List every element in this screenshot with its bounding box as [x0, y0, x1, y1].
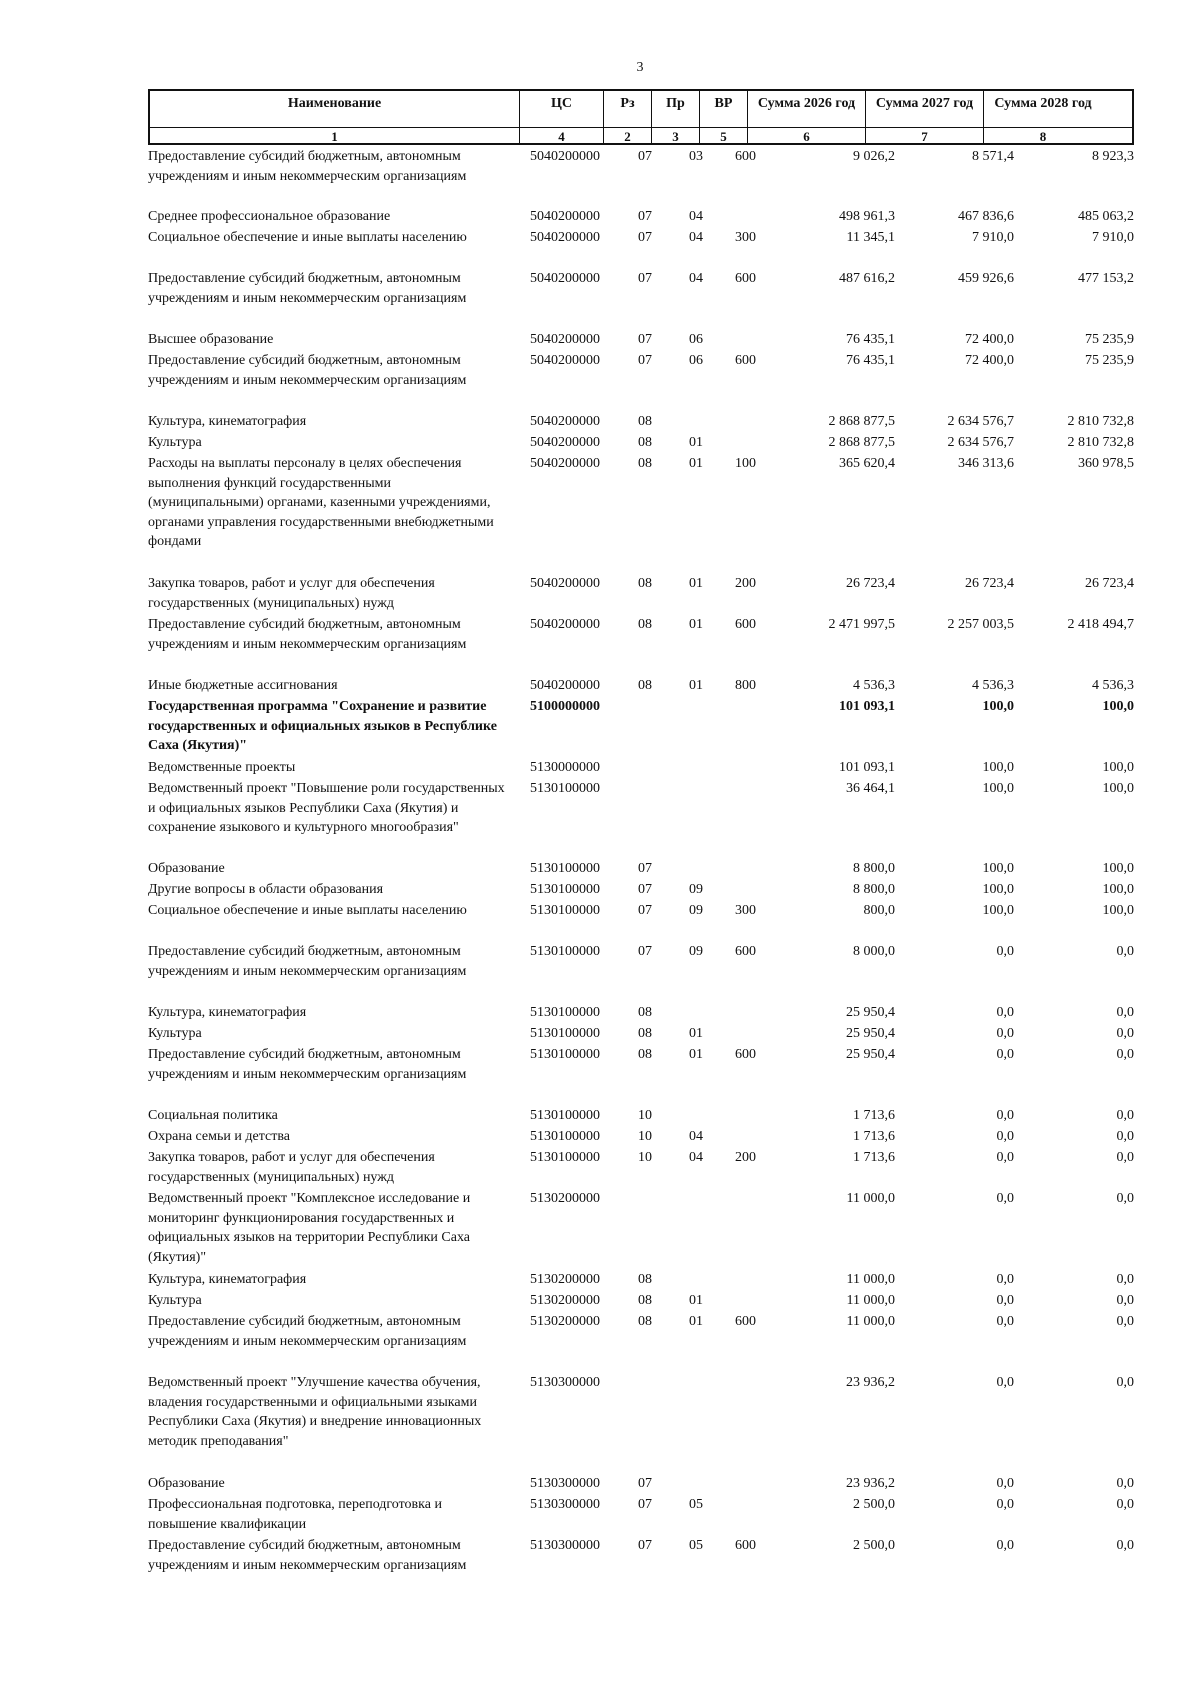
cell-s1: 101 093,1 — [839, 699, 895, 714]
cell-name: Культура, кинематография — [148, 1005, 307, 1020]
cell-s2: 4 536,3 — [972, 678, 1014, 693]
cell-s2: 0,0 — [996, 1005, 1014, 1020]
cell-name: Ведомственный проект "Повышение роли государственных и официальных языков Республики Саха (Якутия) и сохранение языкового и культурного многообразия" — [148, 781, 505, 835]
cell-s3: 2 810 732,8 — [1067, 435, 1134, 450]
cell-pr: 04 — [689, 1129, 703, 1144]
cell-vr: 200 — [735, 576, 756, 591]
cell-s2: 346 313,6 — [958, 456, 1014, 471]
cell-name: Культура, кинематография — [148, 1272, 307, 1287]
cell-s1: 2 471 997,5 — [828, 617, 895, 632]
cell-pr: 01 — [689, 617, 703, 632]
cell-cs: 5130300000 — [530, 1375, 600, 1390]
cell-s3: 0,0 — [1116, 1375, 1134, 1390]
cell-s3: 0,0 — [1116, 944, 1134, 959]
cell-vr: 600 — [735, 944, 756, 959]
cell-rz: 07 — [638, 353, 652, 368]
cell-s1: 2 868 877,5 — [828, 435, 895, 450]
cell-cs: 5130100000 — [530, 1047, 600, 1062]
cell-rz: 07 — [638, 882, 652, 897]
cell-rz: 08 — [638, 678, 652, 693]
cell-cs: 5130300000 — [530, 1497, 600, 1512]
cell-vr: 200 — [735, 1150, 756, 1165]
cell-cs: 5130100000 — [530, 1150, 600, 1165]
header-label: ЦС — [551, 96, 572, 111]
cell-s1: 11 000,0 — [846, 1314, 895, 1329]
cell-cs: 5040200000 — [530, 230, 600, 245]
cell-vr: 600 — [735, 1538, 756, 1553]
cell-rz: 07 — [638, 1476, 652, 1491]
cell-cs: 5130100000 — [530, 944, 600, 959]
cell-s1: 26 723,4 — [846, 576, 895, 591]
cell-cs: 5040200000 — [530, 149, 600, 164]
header-column-number: 4 — [558, 129, 565, 144]
cell-rz: 08 — [638, 1293, 652, 1308]
cell-s1: 25 950,4 — [846, 1005, 895, 1020]
cell-s3: 0,0 — [1116, 1497, 1134, 1512]
cell-s2: 0,0 — [996, 1108, 1014, 1123]
cell-rz: 07 — [638, 861, 652, 876]
cell-cs: 5130000000 — [530, 760, 600, 775]
header-label: Наименование — [287, 96, 382, 111]
cell-s1: 498 961,3 — [839, 209, 895, 224]
cell-s2: 0,0 — [996, 1129, 1014, 1144]
cell-s2: 72 400,0 — [965, 353, 1014, 368]
cell-name: Предоставление субсидий бюджетным, автономным учреждениям и иным некоммерческим организациям — [148, 271, 467, 306]
cell-s3: 0,0 — [1116, 1150, 1134, 1165]
cell-rz: 07 — [638, 230, 652, 245]
cell-s3: 2 418 494,7 — [1067, 617, 1134, 632]
cell-s3: 8 923,3 — [1092, 149, 1134, 164]
cell-s1: 36 464,1 — [846, 781, 895, 796]
cell-name: Предоставление субсидий бюджетным, автономным учреждениям и иным некоммерческим организациям — [148, 1314, 467, 1349]
cell-s3: 477 153,2 — [1078, 271, 1134, 286]
cell-s2: 0,0 — [996, 1026, 1014, 1041]
cell-cs: 5100000000 — [530, 699, 600, 714]
cell-s3: 100,0 — [1102, 781, 1134, 796]
cell-s2: 0,0 — [996, 1497, 1014, 1512]
cell-pr: 05 — [689, 1497, 703, 1512]
cell-s3: 7 910,0 — [1092, 230, 1134, 245]
cell-name: Социальная политика — [148, 1108, 278, 1123]
cell-name: Закупка товаров, работ и услуг для обеспечения государственных (муниципальных) нужд — [148, 1150, 435, 1185]
cell-pr: 09 — [689, 944, 703, 959]
cell-s2: 100,0 — [982, 781, 1014, 796]
cell-s2: 2 634 576,7 — [947, 414, 1014, 429]
cell-pr: 03 — [689, 149, 703, 164]
cell-s1: 487 616,2 — [839, 271, 895, 286]
cell-name: Социальное обеспечение и иные выплаты населению — [148, 230, 467, 245]
cell-name: Предоставление субсидий бюджетным, автономным учреждениям и иным некоммерческим организациям — [148, 617, 467, 652]
cell-vr: 600 — [735, 1047, 756, 1062]
cell-name: Предоставление субсидий бюджетным, автономным учреждениям и иным некоммерческим организациям — [148, 1538, 467, 1573]
cell-name: Культура — [148, 1026, 202, 1041]
cell-s2: 459 926,6 — [958, 271, 1014, 286]
cell-s1: 1 713,6 — [853, 1108, 895, 1123]
cell-cs: 5130100000 — [530, 861, 600, 876]
cell-pr: 01 — [689, 576, 703, 591]
cell-s3: 0,0 — [1116, 1005, 1134, 1020]
cell-s3: 0,0 — [1116, 1026, 1134, 1041]
cell-rz: 08 — [638, 1026, 652, 1041]
cell-name: Охрана семьи и детства — [148, 1129, 290, 1144]
cell-rz: 07 — [638, 944, 652, 959]
cell-s3: 0,0 — [1116, 1191, 1134, 1206]
cell-name: Другие вопросы в области образования — [148, 882, 384, 897]
cell-s2: 0,0 — [996, 1191, 1014, 1206]
cell-s3: 0,0 — [1116, 1314, 1134, 1329]
header-column-number: 7 — [921, 129, 928, 144]
cell-cs: 5130100000 — [530, 1026, 600, 1041]
cell-s3: 100,0 — [1102, 903, 1134, 918]
cell-s2: 0,0 — [996, 1293, 1014, 1308]
cell-vr: 300 — [735, 903, 756, 918]
cell-cs: 5130100000 — [530, 1108, 600, 1123]
cell-s2: 0,0 — [996, 1150, 1014, 1165]
header-label: Сумма 2027 год — [875, 96, 974, 111]
cell-s1: 11 000,0 — [846, 1293, 895, 1308]
cell-s2: 100,0 — [982, 699, 1014, 714]
cell-s3: 26 723,4 — [1085, 576, 1134, 591]
cell-s2: 2 634 576,7 — [947, 435, 1014, 450]
cell-cs: 5130300000 — [530, 1538, 600, 1553]
cell-pr: 01 — [689, 456, 703, 471]
cell-s2: 72 400,0 — [965, 332, 1014, 347]
header-column-number: 8 — [1039, 129, 1047, 144]
cell-s2: 26 723,4 — [965, 576, 1014, 591]
cell-name: Профессиональная подготовка, переподготовка и повышение квалификации — [148, 1497, 442, 1532]
cell-s2: 0,0 — [996, 1272, 1014, 1287]
cell-pr: 01 — [689, 1047, 703, 1062]
cell-s1: 8 800,0 — [853, 882, 895, 897]
cell-name: Предоставление субсидий бюджетным, автономным учреждениям и иным некоммерческим организациям — [148, 149, 467, 184]
cell-rz: 10 — [638, 1129, 652, 1144]
cell-name: Иные бюджетные ассигнования — [148, 678, 338, 693]
cell-vr: 600 — [735, 353, 756, 368]
header-label: Сумма 2026 год — [757, 96, 856, 111]
cell-rz: 08 — [638, 1005, 652, 1020]
cell-pr: 04 — [689, 1150, 703, 1165]
cell-name: Государственная программа "Сохранение и развитие государственных и официальных языков в Республике Саха (Якутия)" — [148, 699, 497, 753]
cell-s3: 0,0 — [1116, 1129, 1134, 1144]
cell-rz: 10 — [638, 1108, 652, 1123]
cell-s2: 0,0 — [996, 1538, 1014, 1553]
cell-pr: 04 — [689, 209, 703, 224]
cell-cs: 5130300000 — [530, 1476, 600, 1491]
header-column-number: 5 — [720, 129, 727, 144]
cell-vr: 800 — [735, 678, 756, 693]
cell-s1: 25 950,4 — [846, 1047, 895, 1062]
cell-s3: 0,0 — [1116, 1047, 1134, 1062]
cell-rz: 07 — [638, 271, 652, 286]
cell-pr: 06 — [689, 353, 703, 368]
cell-rz: 08 — [638, 1314, 652, 1329]
cell-cs: 5040200000 — [530, 332, 600, 347]
cell-cs: 5040200000 — [530, 678, 600, 693]
cell-pr: 05 — [689, 1538, 703, 1553]
cell-s1: 2 500,0 — [853, 1497, 895, 1512]
cell-vr: 600 — [735, 149, 756, 164]
cell-name: Ведомственный проект "Улучшение качества обучения, владения государственными и официальными языками Республики Саха (Якутия) и внедрение инновационных методик преподавания" — [148, 1375, 482, 1449]
cell-s1: 8 800,0 — [853, 861, 895, 876]
cell-name: Среднее профессиональное образование — [148, 209, 391, 224]
cell-name: Закупка товаров, работ и услуг для обеспечения государственных (муниципальных) нужд — [148, 576, 435, 611]
cell-s3: 360 978,5 — [1078, 456, 1134, 471]
cell-s1: 365 620,4 — [839, 456, 895, 471]
cell-s3: 4 536,3 — [1092, 678, 1134, 693]
header-label: Рз — [620, 96, 635, 111]
cell-s3: 100,0 — [1102, 861, 1134, 876]
cell-s3: 0,0 — [1116, 1272, 1134, 1287]
cell-s3: 100,0 — [1102, 699, 1134, 714]
cell-rz: 07 — [638, 1497, 652, 1512]
cell-rz: 07 — [638, 1538, 652, 1553]
cell-rz: 08 — [638, 576, 652, 591]
cell-vr: 100 — [735, 456, 756, 471]
cell-s2: 100,0 — [982, 760, 1014, 775]
cell-s1: 1 713,6 — [853, 1150, 895, 1165]
header-label: ВР — [714, 96, 733, 111]
cell-cs: 5130200000 — [530, 1314, 600, 1329]
cell-pr: 01 — [689, 435, 703, 450]
cell-s2: 0,0 — [996, 1047, 1014, 1062]
cell-s1: 101 093,1 — [839, 760, 895, 775]
header-label: Пр — [666, 96, 685, 111]
cell-s3: 75 235,9 — [1085, 332, 1134, 347]
cell-name: Культура, кинематография — [148, 414, 307, 429]
cell-cs: 5130100000 — [530, 903, 600, 918]
cell-cs: 5040200000 — [530, 209, 600, 224]
cell-s1: 9 026,2 — [853, 149, 895, 164]
cell-s1: 11 345,1 — [846, 230, 895, 245]
cell-cs: 5040200000 — [530, 353, 600, 368]
cell-s1: 4 536,3 — [853, 678, 895, 693]
cell-s1: 2 500,0 — [853, 1538, 895, 1553]
cell-s2: 0,0 — [996, 1476, 1014, 1491]
cell-vr: 600 — [735, 617, 756, 632]
cell-rz: 07 — [638, 332, 652, 347]
cell-s1: 1 713,6 — [853, 1129, 895, 1144]
cell-cs: 5130100000 — [530, 1129, 600, 1144]
cell-s2: 467 836,6 — [958, 209, 1014, 224]
cell-s3: 100,0 — [1102, 760, 1134, 775]
cell-cs: 5130200000 — [530, 1293, 600, 1308]
cell-s3: 0,0 — [1116, 1538, 1134, 1553]
cell-rz: 08 — [638, 1272, 652, 1287]
cell-s2: 8 571,4 — [972, 149, 1014, 164]
cell-name: Образование — [148, 861, 225, 876]
cell-name: Предоставление субсидий бюджетным, автономным учреждениям и иным некоммерческим организациям — [148, 944, 467, 979]
cell-s3: 100,0 — [1102, 882, 1134, 897]
cell-s1: 23 936,2 — [846, 1476, 895, 1491]
cell-vr: 600 — [735, 271, 756, 286]
cell-s1: 11 000,0 — [846, 1191, 895, 1206]
cell-pr: 01 — [689, 1293, 703, 1308]
cell-cs: 5130100000 — [530, 781, 600, 796]
cell-rz: 07 — [638, 149, 652, 164]
cell-cs: 5040200000 — [530, 617, 600, 632]
cell-rz: 08 — [638, 435, 652, 450]
cell-s3: 75 235,9 — [1085, 353, 1134, 368]
cell-s3: 0,0 — [1116, 1293, 1134, 1308]
cell-cs: 5040200000 — [530, 414, 600, 429]
cell-pr: 01 — [689, 678, 703, 693]
cell-pr: 01 — [689, 1026, 703, 1041]
cell-name: Высшее образование — [148, 332, 274, 347]
cell-name: Расходы на выплаты персоналу в целях обеспечения выполнения функций государственными (муниципальными) органами, казенными учреждениями, органами управления государственными внебюджетными фондами — [148, 456, 494, 549]
cell-cs: 5040200000 — [530, 456, 600, 471]
cell-cs: 5130100000 — [530, 882, 600, 897]
cell-s2: 100,0 — [982, 861, 1014, 876]
cell-s1: 76 435,1 — [846, 332, 895, 347]
cell-cs: 5040200000 — [530, 576, 600, 591]
cell-name: Социальное обеспечение и иные выплаты населению — [148, 903, 467, 918]
cell-s2: 2 257 003,5 — [947, 617, 1014, 632]
cell-pr: 09 — [689, 882, 703, 897]
header-column-number: 6 — [803, 129, 810, 144]
cell-s2: 100,0 — [982, 882, 1014, 897]
cell-s1: 800,0 — [863, 903, 895, 918]
cell-rz: 07 — [638, 903, 652, 918]
cell-pr: 06 — [689, 332, 703, 347]
cell-s2: 100,0 — [982, 903, 1014, 918]
cell-rz: 08 — [638, 617, 652, 632]
cell-pr: 04 — [689, 271, 703, 286]
cell-vr: 300 — [735, 230, 756, 245]
header-label: Сумма 2028 год — [994, 96, 1092, 111]
cell-pr: 09 — [689, 903, 703, 918]
cell-cs: 5130100000 — [530, 1005, 600, 1020]
cell-rz: 08 — [638, 1047, 652, 1062]
cell-s3: 2 810 732,8 — [1067, 414, 1134, 429]
cell-rz: 07 — [638, 209, 652, 224]
header-column-number: 2 — [624, 129, 631, 144]
cell-s1: 23 936,2 — [846, 1375, 895, 1390]
header-column-number: 1 — [331, 129, 338, 144]
cell-cs: 5130200000 — [530, 1191, 600, 1206]
cell-s1: 76 435,1 — [846, 353, 895, 368]
cell-rz: 08 — [638, 414, 652, 429]
cell-vr: 600 — [735, 1314, 756, 1329]
cell-s3: 0,0 — [1116, 1476, 1134, 1491]
cell-name: Предоставление субсидий бюджетным, автономным учреждениям и иным некоммерческим организациям — [148, 353, 467, 388]
header-column-number: 3 — [672, 129, 679, 144]
cell-s3: 485 063,2 — [1078, 209, 1134, 224]
cell-cs: 5040200000 — [530, 271, 600, 286]
cell-s2: 0,0 — [996, 1375, 1014, 1390]
cell-s3: 0,0 — [1116, 1108, 1134, 1123]
cell-s1: 8 000,0 — [853, 944, 895, 959]
cell-cs: 5040200000 — [530, 435, 600, 450]
cell-name: Образование — [148, 1476, 225, 1491]
cell-s2: 0,0 — [996, 1314, 1014, 1329]
cell-name: Предоставление субсидий бюджетным, автономным учреждениям и иным некоммерческим организациям — [148, 1047, 467, 1082]
cell-cs: 5130200000 — [530, 1272, 600, 1287]
cell-pr: 01 — [689, 1314, 703, 1329]
cell-s1: 25 950,4 — [846, 1026, 895, 1041]
cell-name: Ведомственный проект "Комплексное исследование и мониторинг функционирования государственных и официальных языков на территории Республики Саха (Якутия)" — [148, 1191, 471, 1265]
cell-s1: 2 868 877,5 — [828, 414, 895, 429]
cell-name: Культура — [148, 435, 202, 450]
page-number: 3 — [636, 60, 644, 75]
cell-name: Культура — [148, 1293, 202, 1308]
cell-s2: 0,0 — [996, 944, 1014, 959]
cell-name: Ведомственные проекты — [148, 760, 296, 775]
cell-rz: 08 — [638, 456, 652, 471]
cell-s1: 11 000,0 — [846, 1272, 895, 1287]
cell-rz: 10 — [638, 1150, 652, 1165]
cell-s2: 7 910,0 — [972, 230, 1014, 245]
cell-pr: 04 — [689, 230, 703, 245]
